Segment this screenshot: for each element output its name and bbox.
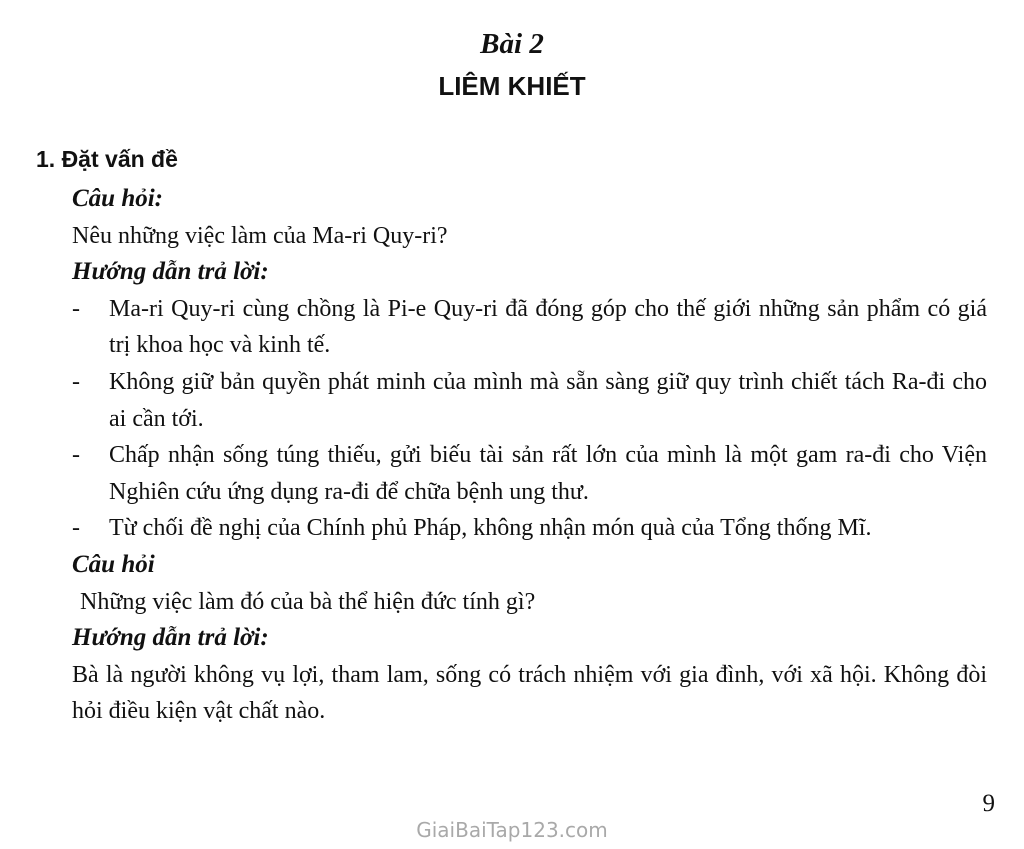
answer-1-label: Hướng dẫn trả lời: [72, 258, 269, 286]
answer-1-item-text: Không giữ bản quyền phát minh của mình mà sẵn sàng giữ quy trình chiết tách Ra-đi cho ai cần tới. [109, 368, 987, 432]
question-1-label: Câu hỏi: [72, 185, 164, 212]
answer-1-list [72, 291, 987, 547]
answer-1-item [72, 510, 987, 547]
answer-2-text: Bà là người không vụ lợi, tham lam, sống có trách nhiệm với gia đình, với xã hội. Không đòi hỏi điều kiện vật chất nào. [72, 661, 987, 725]
answer-1-item [72, 437, 987, 510]
answer-1-item [72, 291, 987, 364]
answer-1-item [72, 364, 987, 437]
answer-1-item-text: Từ chối đề nghị của Chính phủ Pháp, không nhận món quà của Tổng thống Mĩ. [109, 515, 872, 542]
answer-1-item-text: Ma-ri Quy-ri cùng chồng là Pi-e Quy-ri đã đóng góp cho thế giới những sản phẩm có giá trị khoa học và kinh tế. [109, 295, 987, 359]
answer-2-label: Hướng dẫn trả lời: [72, 624, 269, 652]
section-heading: 1. Đặt vấn đề [36, 146, 178, 172]
question-1-text: Nêu những việc làm của Ma-ri Quy-ri? [72, 222, 448, 249]
list-dash: - [72, 515, 80, 542]
page-number: 9 [982, 790, 995, 817]
lesson-title: LIÊM KHIẾT [438, 71, 586, 101]
question-2-text: Những việc làm đó của bà thể hiện đức tính gì? [80, 588, 536, 615]
list-dash: - [72, 368, 80, 395]
lesson-content [72, 181, 987, 730]
watermark: GiaiBaiTap123.com [416, 818, 608, 842]
answer-1-item-text: Chấp nhận sống túng thiếu, gửi biếu tài sản rất lớn của mình là một gam ra-đi cho Viện Nghiên cứu ứng dụng ra-đi để chữa bệnh ung thư. [109, 442, 987, 505]
question-2-label: Câu hỏi [72, 550, 155, 578]
list-dash: - [72, 442, 80, 469]
list-dash: - [72, 295, 80, 322]
lesson-number: Bài 2 [480, 28, 544, 60]
